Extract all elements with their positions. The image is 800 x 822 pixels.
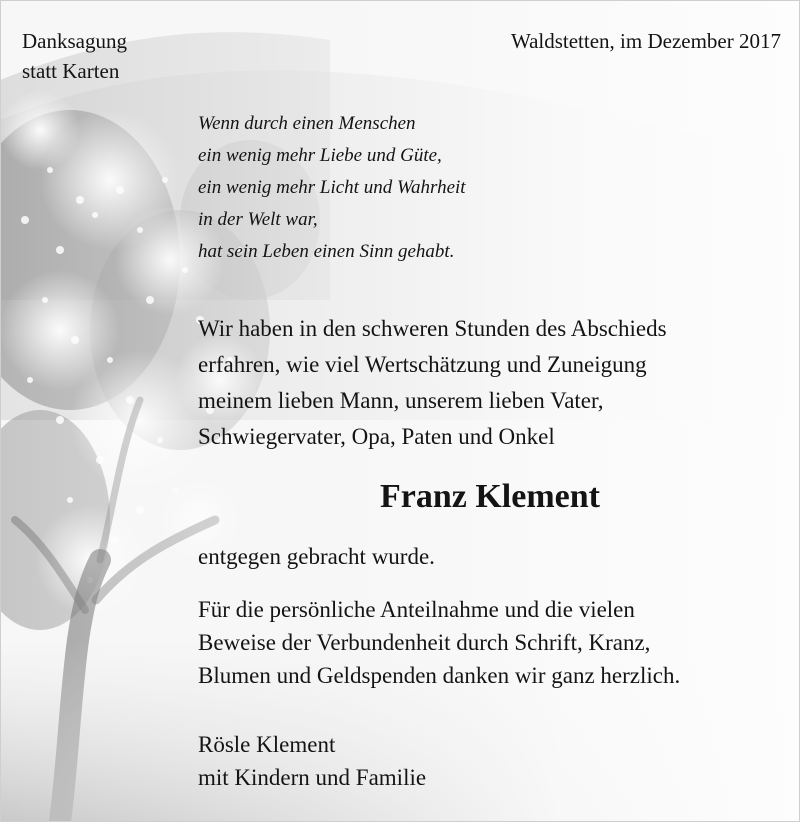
- signature-line: mit Kindern und Familie: [198, 765, 427, 790]
- thanks-line: Wir haben in den schweren Stunden des Abschieds: [198, 316, 667, 341]
- thanks-line: meinem lieben Mann, unserem lieben Vater,: [198, 388, 604, 413]
- poem-line: hat sein Leben einen Sinn gehabt.: [198, 241, 455, 262]
- heading-line: Danksagung: [22, 29, 127, 53]
- closing-line: entgegen gebracht wurde.: [198, 544, 435, 569]
- family-signature: [198, 728, 426, 794]
- place-and-date: Waldstetten, im Dezember 2017: [510, 29, 781, 53]
- deceased-name: Franz Klement: [380, 478, 600, 515]
- gratitude-line: Für die persönliche Anteilnahme und die vielen: [198, 597, 635, 622]
- poem-line: ein wenig mehr Licht und Wahrheit: [198, 177, 466, 198]
- poem-line: Wenn durch einen Menschen: [198, 113, 416, 134]
- thanks-line: erfahren, wie viel Wertschätzung und Zuneigung: [198, 352, 647, 377]
- poem-line: ein wenig mehr Liebe und Güte,: [198, 145, 442, 166]
- heading-line: statt Karten: [22, 59, 120, 83]
- signature-line: Rösle Klement: [198, 732, 336, 757]
- memorial-poem: [198, 108, 466, 268]
- gratitude-paragraph: [198, 593, 680, 692]
- notice-heading: [22, 26, 127, 86]
- thanks-paragraph: [198, 311, 667, 455]
- gratitude-line: Beweise der Verbundenheit durch Schrift, Kranz,: [198, 630, 651, 655]
- thanks-line: Schwiegervater, Opa, Paten und Onkel: [198, 424, 555, 449]
- poem-line: in der Welt war,: [198, 209, 318, 230]
- gratitude-line: Blumen und Geldspenden danken wir ganz herzlich.: [198, 663, 681, 688]
